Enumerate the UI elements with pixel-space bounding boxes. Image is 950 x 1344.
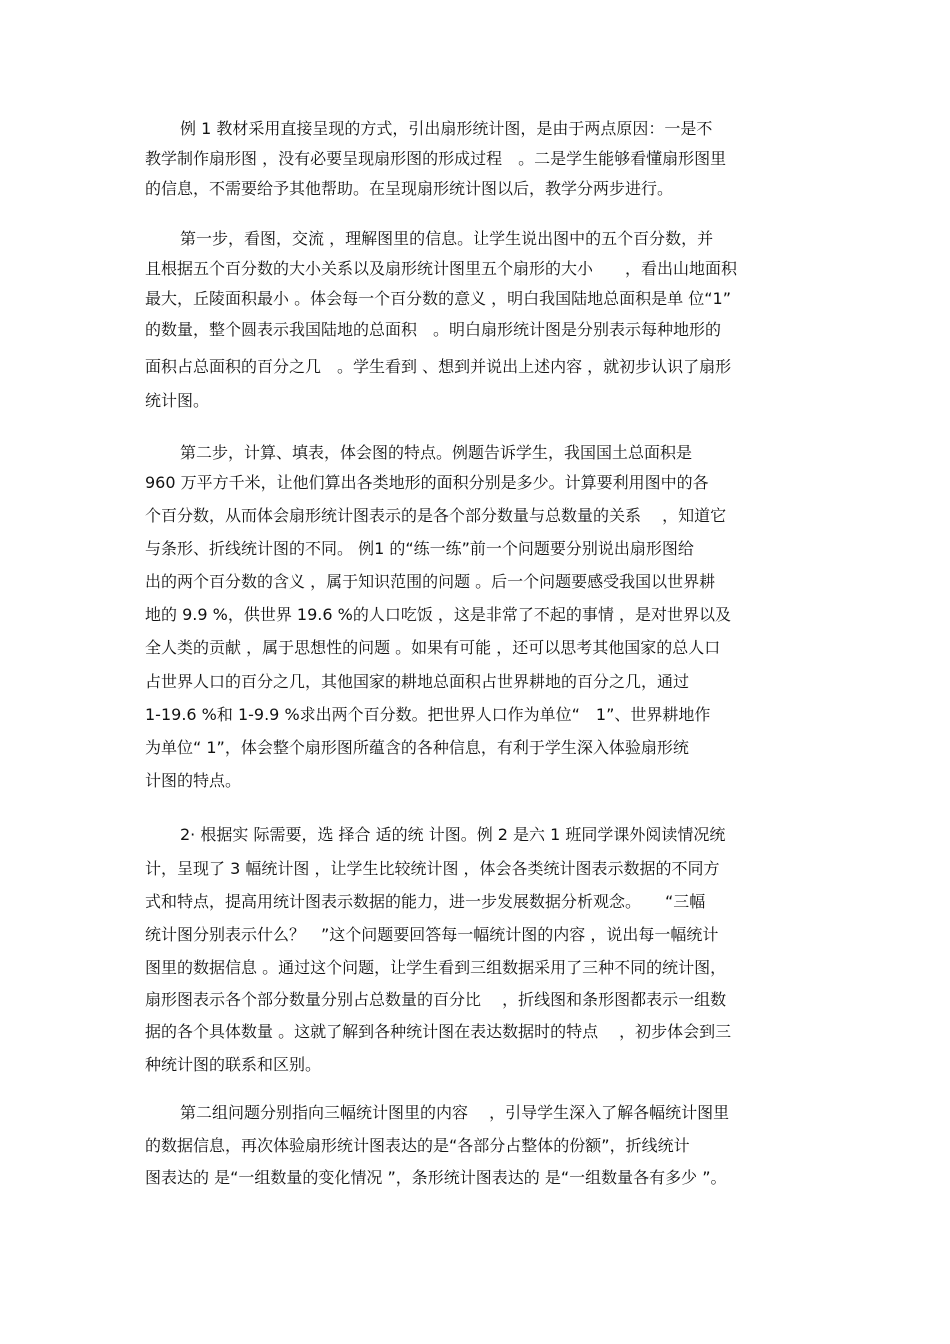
text-line: 第二组问题分别指向三幅统计图里的内容 ，引导学生深入了解各幅统计图里	[180, 1103, 730, 1122]
text-line: 例 1 教材采用直接呈现的方式，引出扇形统计图，是由于两点原因：一是不	[180, 119, 713, 138]
text-line: 个百分数，从而体会扇形统计图表示的是各个部分数量与总数量的关系 ，知道它	[145, 506, 727, 525]
text-line: 的数量，整个圆表示我国陆地的总面积 。明白扇形统计图是分别表示每种地形的	[145, 320, 722, 339]
text-line: 的数据信息，再次体验扇形统计图表达的是“各部分占整体的份额”，折线统计	[145, 1136, 690, 1155]
text-line: 与条形、折线统计图的不同。 例1 的“练一练”前一个问题要分别说出扇形图给	[145, 539, 694, 558]
text-line: 960 万平方千米，让他们算出各类地形的面积分别是多少。计算要利用图中的各	[145, 473, 709, 492]
text-line: 式和特点，提高用统计图表示数据的能力，进一步发展数据分析观念。 “三幅	[145, 892, 706, 911]
text-line: 地的 9.9 %，供世界 19.6 %的人口吃饭 ，这是非常了不起的事情 ，是对世界以及	[145, 605, 731, 624]
text-line: 统计图分别表示什么？ ”这个问题要回答每一幅统计图的内容 ，说出每一幅统计	[145, 925, 719, 944]
text-line: 计，呈现了 3 幅统计图 ，让学生比较统计图 ，体会各类统计图表示数据的不同方	[145, 859, 720, 878]
text-line: 占世界人口的百分之几，其他国家的耕地总面积占世界耕地的百分之几，通过	[145, 672, 690, 691]
text-line: 计图的特点。	[145, 771, 242, 790]
text-line: 图表达的 是“一组数量的变化情况 ”，条形统计图表达的 是“一组数量各有多少 ”。	[145, 1168, 727, 1187]
text-line: 1-19.6 %和 1-9.9 %求出两个百分数。把世界人口作为单位“ 1”、世界耕地作	[145, 705, 711, 724]
text-line: 扇形图表示各个部分数量分别占总数量的百分比 ，折线图和条形图都表示一组数	[145, 990, 727, 1009]
text-line: 2· 根据实 际需要，选 择合 适的统 计图。例 2 是六 1 班同学课外阅读情况统	[180, 825, 726, 844]
text-line: 教学制作扇形图 ，没有必要呈现扇形图的形成过程 。二是学生能够看懂扇形图里	[145, 149, 727, 168]
text-line: 据的各个具体数量 。这就了解到各种统计图在表达数据时的特点 ，初步体会到三	[145, 1022, 732, 1041]
text-line: 统计图。	[145, 391, 210, 410]
text-line: 为单位“ 1”，体会整个扇形图所蕴含的各种信息，有利于学生深入体验扇形统	[145, 738, 689, 757]
text-line: 且根据五个百分数的大小关系以及扇形统计图里五个扇形的大小 ，看出山地面积	[145, 259, 738, 278]
text-line: 出的两个百分数的含义 ，属于知识范围的问题 。后一个问题要感受我国以世界耕	[145, 572, 716, 591]
text-line: 种统计图的联系和区别。	[145, 1055, 322, 1074]
text-line: 的信息，不需要给予其他帮助。在呈现扇形统计图以后，教学分两步进行。	[145, 179, 674, 198]
text-line: 第一步，看图，交流 ，理解图里的信息。让学生说出图中的五个百分数，并	[180, 229, 714, 248]
text-line: 全人类的贡献 ，属于思想性的问题 。如果有可能 ，还可以思考其他国家的总人口	[145, 638, 721, 657]
text-line: 第二步，计算、填表，体会图的特点。例题告诉学生，我国国土总面积是	[180, 443, 693, 462]
text-line: 最大，丘陵面积最小 。体会每一个百分数的意义 ，明白我国陆地总面积是单 位“1”	[145, 289, 732, 308]
text-line: 面积占总面积的百分之几 。学生看到 、想到并说出上述内容 ，就初步认识了扇形	[145, 357, 732, 376]
text-line: 图里的数据信息 。通过这个问题，让学生看到三组数据采用了三种不同的统计图，	[145, 958, 727, 977]
